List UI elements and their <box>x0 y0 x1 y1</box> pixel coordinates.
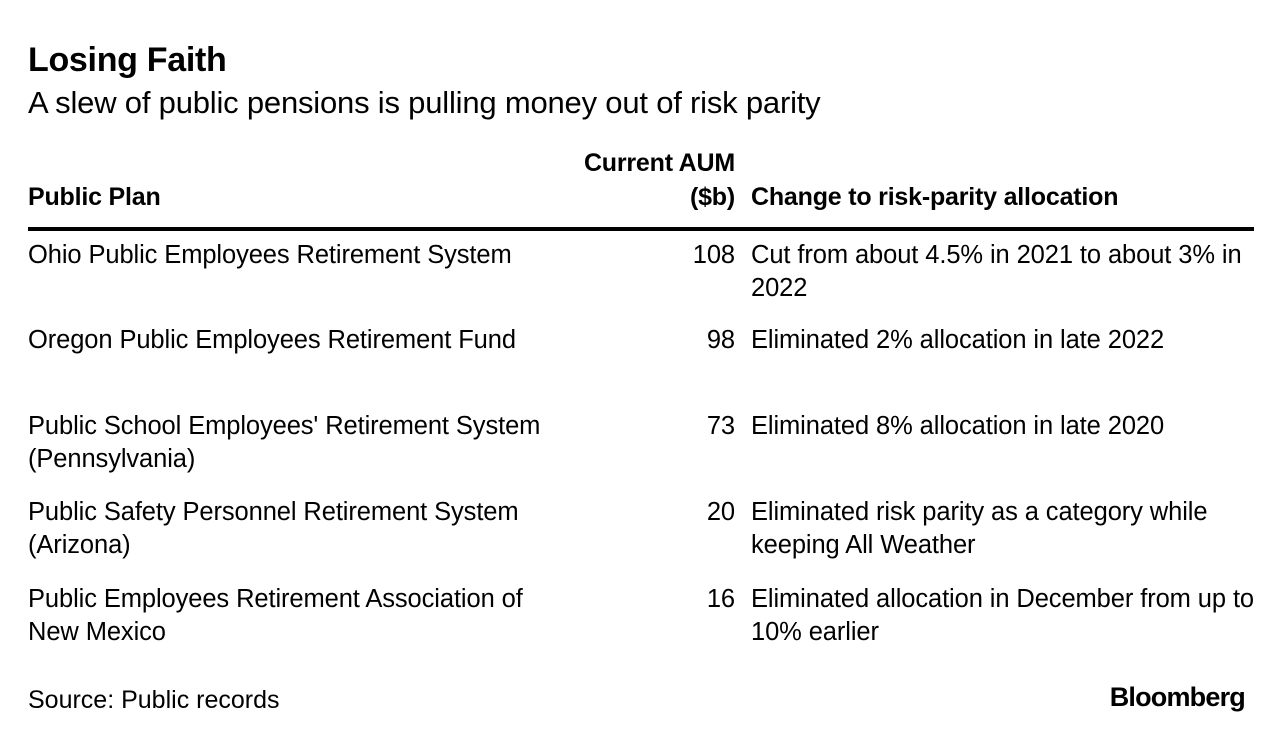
column-header-aum-line1: Current AUM <box>583 149 735 177</box>
cell-plan: Public Employees Retirement Association of New Mexico <box>28 585 523 646</box>
cell-change: Cut from about 4.5% in 2021 to about 3% in 2022 <box>751 241 1242 302</box>
column-header-aum-line2: ($b) <box>689 183 735 211</box>
cell-plan: Public School Employees' Retirement System (Pennsylvania) <box>28 412 541 473</box>
column-header-change: Change to risk-parity allocation <box>751 183 1119 211</box>
cell-aum: 108 <box>692 241 735 269</box>
cell-plan: Public Safety Personnel Retirement System (Arizona) <box>28 498 519 559</box>
chart-subtitle: A slew of public pensions is pulling money out of risk parity <box>28 85 821 120</box>
column-header-aum <box>480 146 735 214</box>
cell-change: Eliminated 2% allocation in late 2022 <box>751 326 1165 354</box>
chart-title: Losing Faith <box>28 41 227 79</box>
cell-aum: 20 <box>706 498 735 526</box>
bloomberg-logo: Bloomberg <box>1109 682 1245 712</box>
cell-change: Eliminated 8% allocation in late 2020 <box>751 412 1165 440</box>
cell-aum: 98 <box>706 326 735 354</box>
cell-change: Eliminated risk parity as a category while keeping All Weather <box>751 498 1208 559</box>
cell-aum: 16 <box>706 585 735 613</box>
cell-change: Eliminated allocation in December from up to 10% earlier <box>751 585 1255 646</box>
header-rule <box>28 227 1254 231</box>
cell-aum: 73 <box>706 412 735 440</box>
cell-plan: Oregon Public Employees Retirement Fund <box>28 326 516 354</box>
cell-plan: Ohio Public Employees Retirement System <box>28 241 512 269</box>
column-header-plan: Public Plan <box>28 183 161 211</box>
source-note: Source: Public records <box>28 686 280 714</box>
